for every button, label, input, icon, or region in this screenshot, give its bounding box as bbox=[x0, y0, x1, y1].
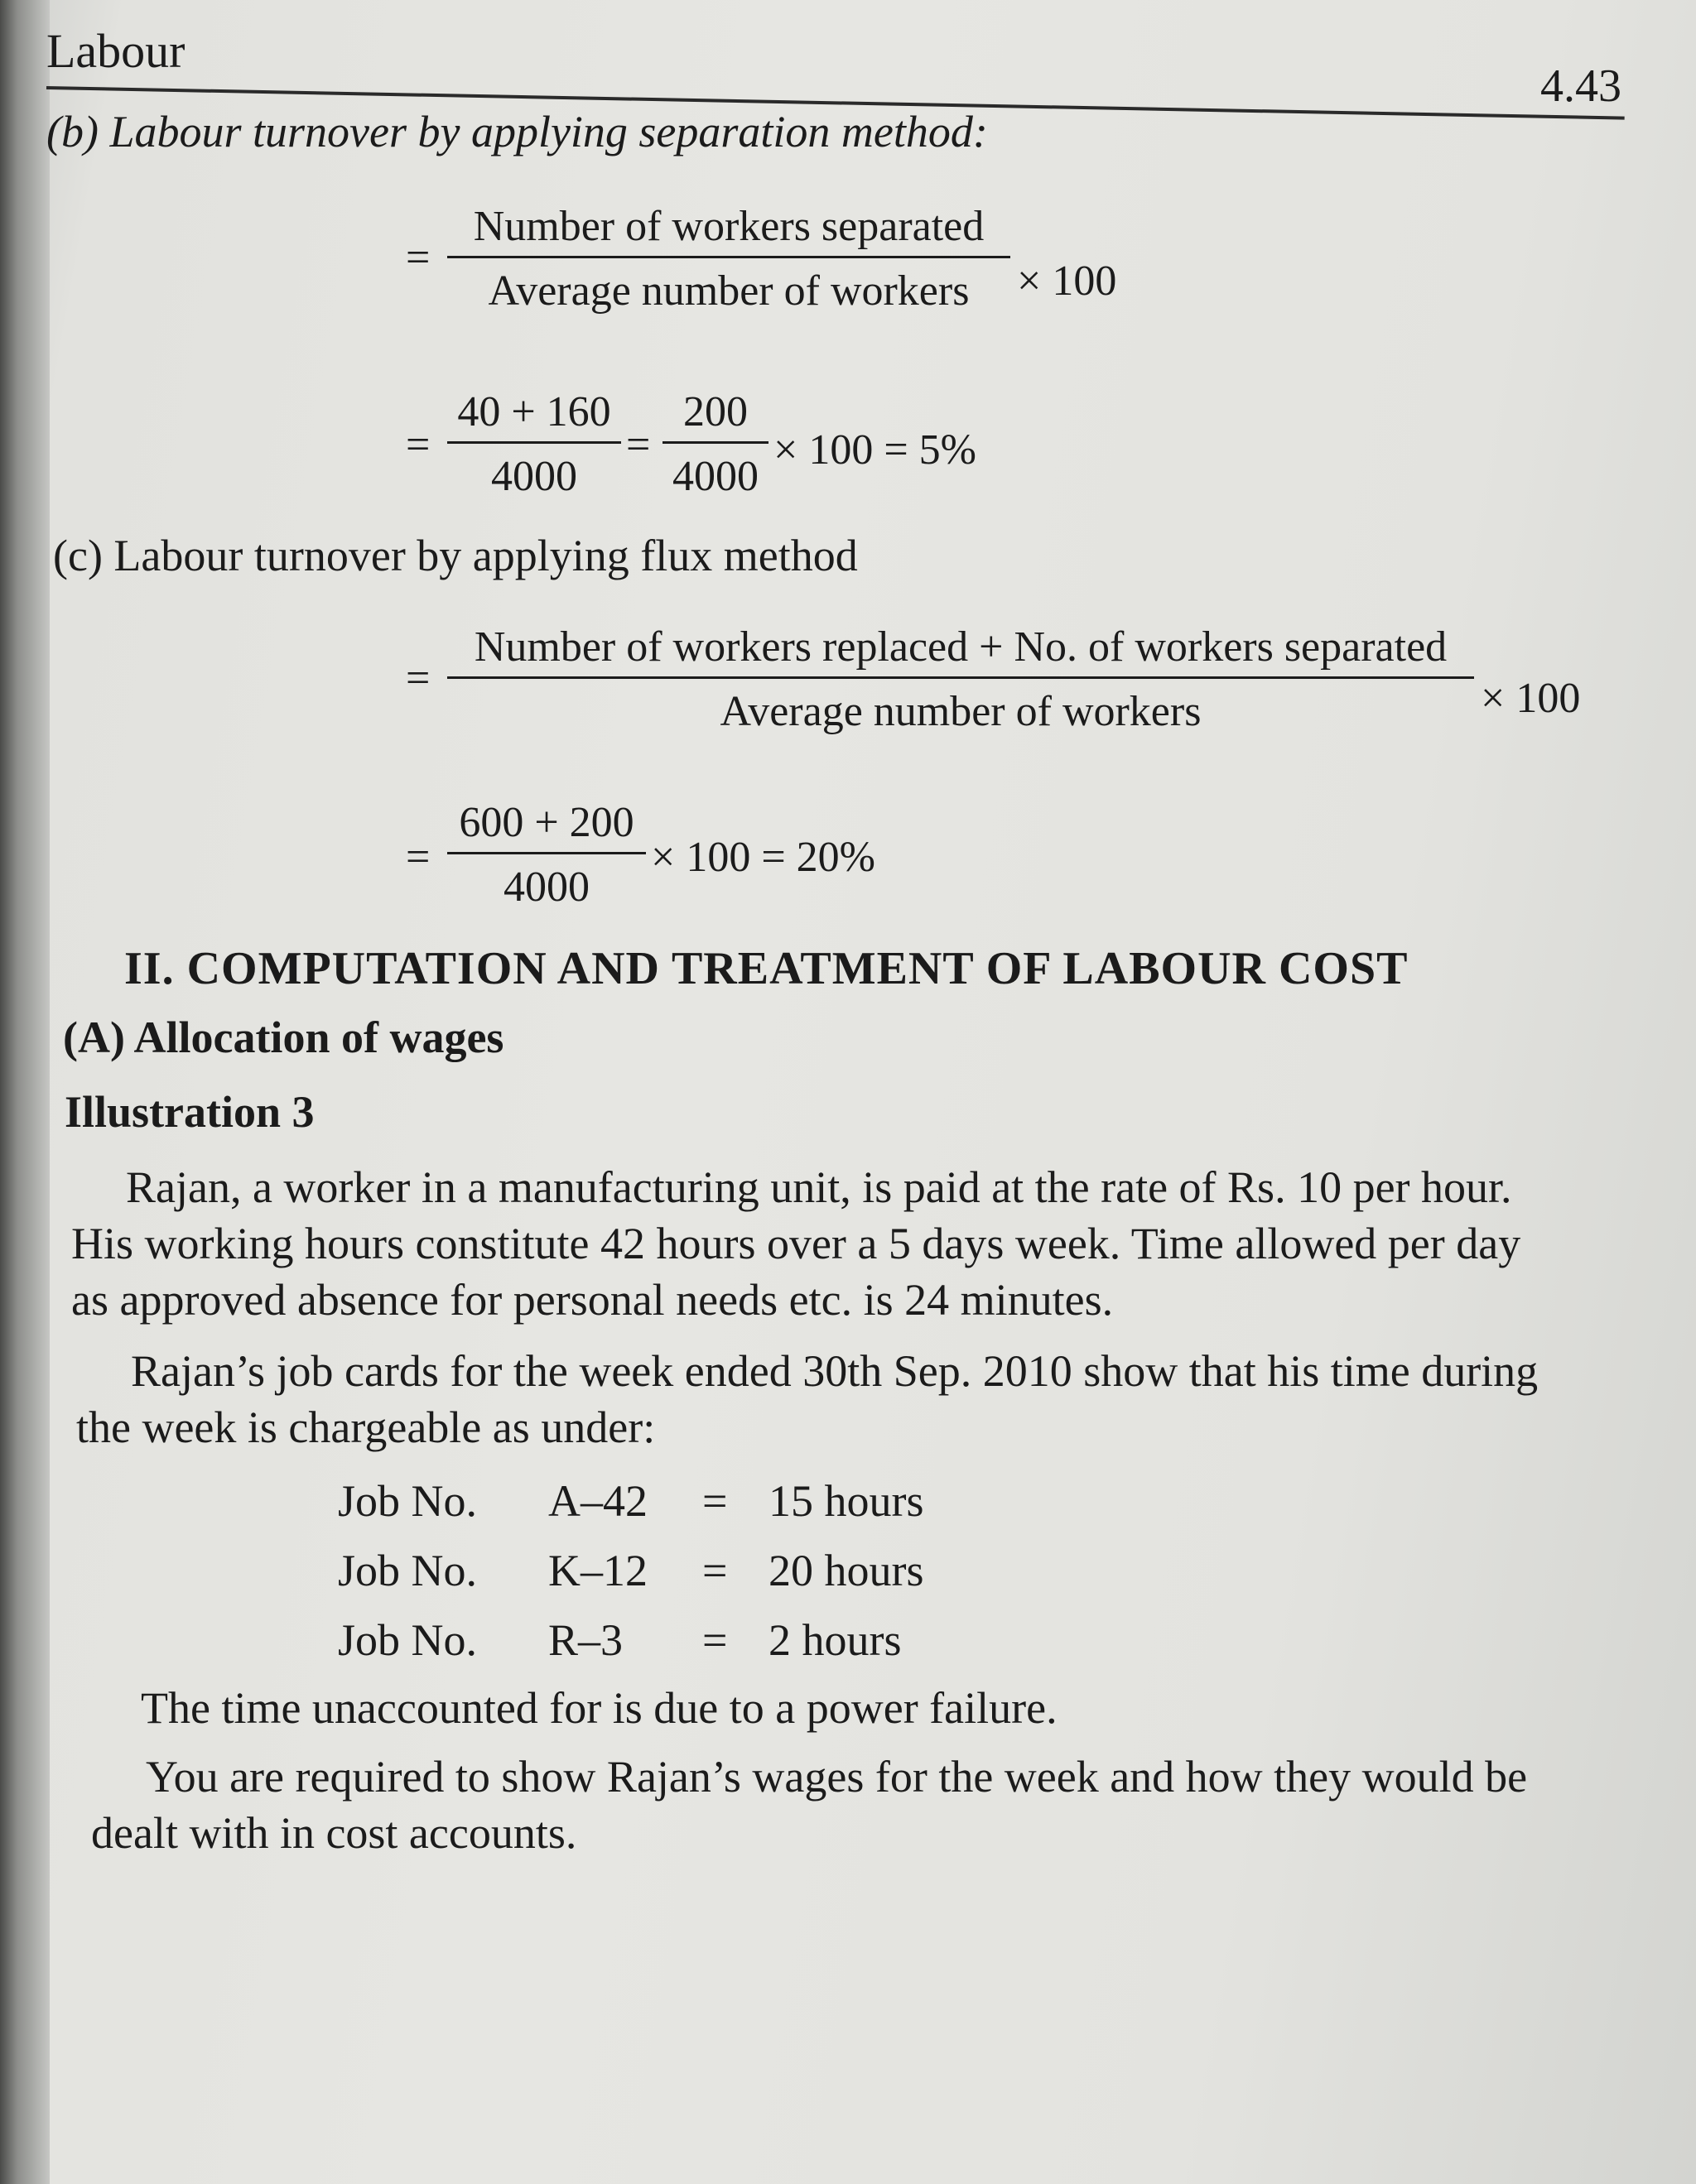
calc-b-fraction-2 bbox=[662, 387, 768, 501]
illustration-paragraph-1 bbox=[71, 1159, 1520, 1328]
paragraph-line: His working hours constitute 42 hours over a 5 days week. Time allowed per day bbox=[71, 1219, 1521, 1268]
job-equals: = bbox=[702, 1476, 728, 1526]
paragraph-line: Rajan, a worker in a manufacturing unit, is paid at the rate of Rs. 10 per hour. bbox=[126, 1162, 1512, 1212]
calc-b-denominator-1: 4000 bbox=[491, 453, 577, 500]
paragraph-line: the week is chargeable as under: bbox=[76, 1402, 656, 1452]
formula-c-multiplier: × 100 bbox=[1481, 675, 1581, 722]
job-label: Job No. bbox=[338, 1476, 478, 1526]
calc-b-equals-2: = bbox=[626, 421, 651, 469]
calc-b-numerator-2: 200 bbox=[683, 388, 748, 435]
formula-b-fraction bbox=[447, 202, 1010, 315]
paragraph-line: as approved absence for personal needs etc. is 24 minutes. bbox=[71, 1275, 1114, 1325]
job-row bbox=[338, 1614, 902, 1666]
job-hours: 20 hours bbox=[768, 1546, 924, 1595]
formula-c-denominator: Average number of workers bbox=[720, 688, 1202, 735]
calc-b-equals: = bbox=[406, 421, 431, 469]
calc-c-numerator: 600 + 200 bbox=[459, 799, 634, 846]
formula-b-equals: = bbox=[406, 234, 431, 281]
job-code: K–12 bbox=[548, 1546, 648, 1595]
section-b-heading: (b) Labour turnover by applying separation method: bbox=[46, 107, 988, 156]
formula-c-equals: = bbox=[406, 655, 431, 702]
job-label: Job No. bbox=[338, 1615, 478, 1665]
job-equals: = bbox=[702, 1546, 728, 1595]
calc-b-numerator-1: 40 + 160 bbox=[457, 388, 611, 435]
formula-b-denominator: Average number of workers bbox=[488, 267, 970, 315]
job-code: R–3 bbox=[548, 1615, 624, 1665]
page-number: 4.43 bbox=[1540, 60, 1621, 112]
illustration-paragraph-3: The time unaccounted for is due to a power failure. bbox=[141, 1683, 1058, 1733]
section-c-heading: (c) Labour turnover by applying flux method bbox=[53, 531, 858, 580]
calc-c-result: × 100 = 20% bbox=[651, 834, 875, 881]
formula-b-numerator: Number of workers separated bbox=[473, 203, 985, 250]
illustration-paragraph-4 bbox=[91, 1749, 1527, 1861]
calc-c-denominator: 4000 bbox=[504, 863, 590, 911]
paragraph-line: Rajan’s job cards for the week ended 30th Sep. 2010 show that his time during bbox=[131, 1346, 1539, 1396]
job-row bbox=[338, 1545, 924, 1596]
paragraph-line: You are required to show Rajan’s wages for the week and how they would be bbox=[146, 1752, 1528, 1802]
illustration-heading: Illustration 3 bbox=[65, 1087, 315, 1137]
calc-c-fraction bbox=[447, 798, 646, 912]
job-label: Job No. bbox=[338, 1546, 478, 1595]
formula-c-fraction bbox=[447, 623, 1474, 736]
paragraph-line: dealt with in cost accounts. bbox=[91, 1808, 577, 1858]
allocation-subheading: (A) Allocation of wages bbox=[63, 1013, 504, 1062]
section-ii-heading: II. COMPUTATION AND TREATMENT OF LABOUR COST bbox=[124, 943, 1409, 994]
job-equals: = bbox=[702, 1615, 728, 1665]
job-code: A–42 bbox=[548, 1476, 648, 1526]
calc-c-equals: = bbox=[406, 834, 431, 881]
calc-b-fraction-1 bbox=[447, 387, 621, 501]
job-hours: 15 hours bbox=[768, 1476, 924, 1526]
calc-b-denominator-2: 4000 bbox=[672, 453, 759, 500]
illustration-paragraph-2 bbox=[76, 1343, 1538, 1455]
calc-b-result: × 100 = 5% bbox=[773, 426, 976, 474]
running-head-title: Labour bbox=[46, 24, 186, 78]
formula-c-numerator: Number of workers replaced + No. of workers separated bbox=[474, 623, 1448, 671]
job-row bbox=[338, 1475, 924, 1527]
formula-b-multiplier: × 100 bbox=[1017, 257, 1117, 305]
job-hours: 2 hours bbox=[768, 1615, 902, 1665]
